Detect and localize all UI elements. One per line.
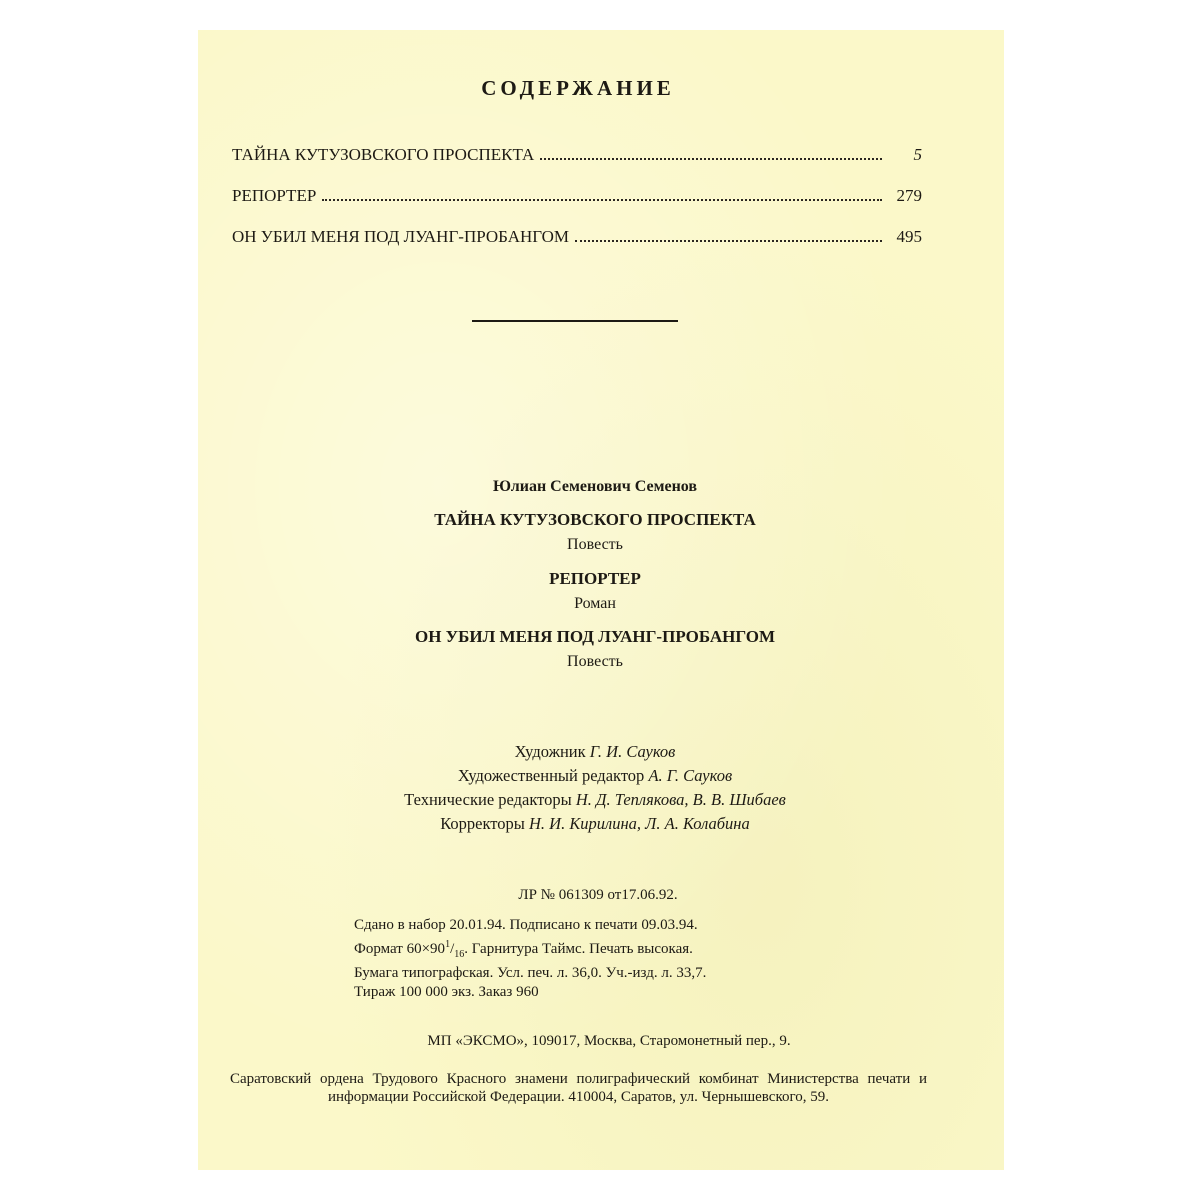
credit-role: Технические редакторы <box>404 790 572 809</box>
format-superscript: 1 <box>445 939 451 950</box>
book-page <box>198 30 1004 1170</box>
toc-leader-dots <box>575 239 882 242</box>
work-genre: Повесть <box>567 653 623 670</box>
work-genre: Повесть <box>567 536 623 553</box>
toc-leader-dots <box>540 157 882 160</box>
toc-entry <box>232 186 922 227</box>
toc-entry-page: 495 <box>896 227 922 246</box>
credit-names: Н. И. Кирилина, Л. А. Колабина <box>529 814 750 833</box>
credit-line <box>198 764 992 788</box>
toc-entry-page: 5 <box>913 145 922 164</box>
credit-names: Г. И. Сауков <box>589 742 676 761</box>
toc-entry-title: ОН УБИЛ МЕНЯ ПОД ЛУАНГ-ПРОБАНГОМ <box>232 227 570 246</box>
print-line: Сдано в набор 20.01.94. Подписано к печати 09.03.94. <box>354 917 698 933</box>
toc-entry <box>232 227 922 268</box>
print-details <box>354 916 706 1002</box>
credit-role: Корректоры <box>440 814 525 833</box>
format-text: Формат 60×90 <box>354 941 446 957</box>
publisher-address: МП «ЭКСМО», 109017, Москва, Старомонетный пер., 9. <box>427 1033 791 1049</box>
work-title: ТАЙНА КУТУЗОВСКОГО ПРОСПЕКТА <box>434 510 756 529</box>
contents-heading: СОДЕРЖАНИЕ <box>481 76 675 100</box>
format-subscript: 16 <box>454 949 465 960</box>
credit-line <box>198 812 992 836</box>
printer-address: Саратовский ордена Трудового Красного знамени полиграфический комбинат Министерства печати и информации Российской Федерации. 410004, Саратов, ул. Чернышевского, 59. <box>230 1071 927 1105</box>
table-of-contents <box>232 145 922 268</box>
credit-names: Н. Д. Теплякова, В. В. Шибаев <box>575 790 786 809</box>
credit-role: Художественный редактор <box>457 766 645 785</box>
credit-line <box>198 740 992 764</box>
credits-block <box>198 740 992 836</box>
work-title: РЕПОРТЕР <box>549 569 641 588</box>
print-line: Бумага типографская. Усл. печ. л. 36,0. Уч.-изд. л. 33,7. <box>354 965 707 981</box>
toc-entry-page: 279 <box>896 186 922 205</box>
toc-leader-dots <box>322 198 882 201</box>
print-line: Тираж 100 000 экз. Заказ 960 <box>354 984 539 1000</box>
format-text-rest: . Гарнитура Таймс. Печать высокая. <box>464 941 693 957</box>
license-number: ЛР № 061309 от17.06.92. <box>518 887 678 903</box>
section-divider <box>472 320 678 322</box>
credit-names: А. Г. Сауков <box>648 766 733 785</box>
work-genre: Роман <box>574 595 616 612</box>
credit-line <box>198 788 992 812</box>
print-line: Формат $60\times 90^1/_{16}$. Гарнитура Таймс. Печать высокая. <box>354 939 693 960</box>
author-name: Юлиан Семенович Семенов <box>492 478 698 495</box>
credit-role: Художник <box>514 742 586 761</box>
toc-entry-title: РЕПОРТЕР <box>232 186 317 205</box>
toc-entry <box>232 145 922 186</box>
work-title: ОН УБИЛ МЕНЯ ПОД ЛУАНГ-ПРОБАНГОМ <box>414 627 775 646</box>
toc-entry-title: ТАЙНА КУТУЗОВСКОГО ПРОСПЕКТА <box>232 145 535 164</box>
